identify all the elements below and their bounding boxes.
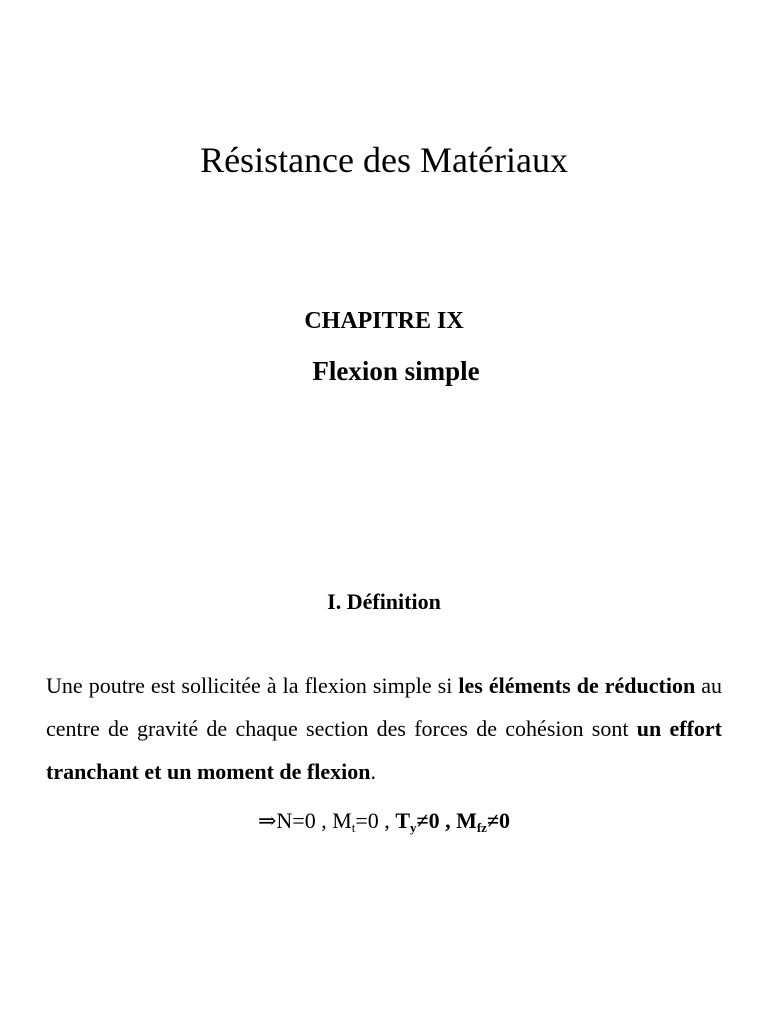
formula-torsion-value: =0 , — [355, 808, 396, 833]
paragraph-text: au centre de gravité de chaque section des forces de cohésion sont — [46, 673, 723, 741]
document-title: Résistance des Matériaux — [200, 140, 568, 180]
formula-torsion-subscript: t — [351, 820, 356, 835]
chapter-title: Flexion simple — [312, 356, 480, 386]
formula-shear-subscript: y — [410, 820, 417, 835]
implies-symbol: ⇒ — [257, 808, 277, 833]
paragraph-bold-text: les éléments de réduction — [458, 673, 696, 698]
formula-moment-symbol: M — [456, 808, 477, 833]
formula-shear-symbol: T — [395, 808, 410, 833]
formula — [0, 804, 768, 838]
section-heading: I. Définition — [327, 589, 441, 614]
paragraph-text: . — [370, 759, 376, 784]
paragraph-text: Une poutre est sollicitée à la flexion simple si — [46, 673, 459, 698]
formula-shear-value: ≠0 , — [416, 808, 457, 833]
formula-moment-subscript: fz — [476, 820, 487, 835]
formula-moment-value: ≠0 — [486, 808, 511, 833]
formula-torsion-symbol: M — [332, 808, 352, 833]
paragraph-bold-text: un effort tranchant et un moment de flexion — [46, 716, 722, 784]
definition-paragraph — [46, 664, 722, 793]
formula-normal-force: N=0 , — [276, 808, 333, 833]
chapter-label: CHAPITRE IX — [304, 308, 464, 334]
